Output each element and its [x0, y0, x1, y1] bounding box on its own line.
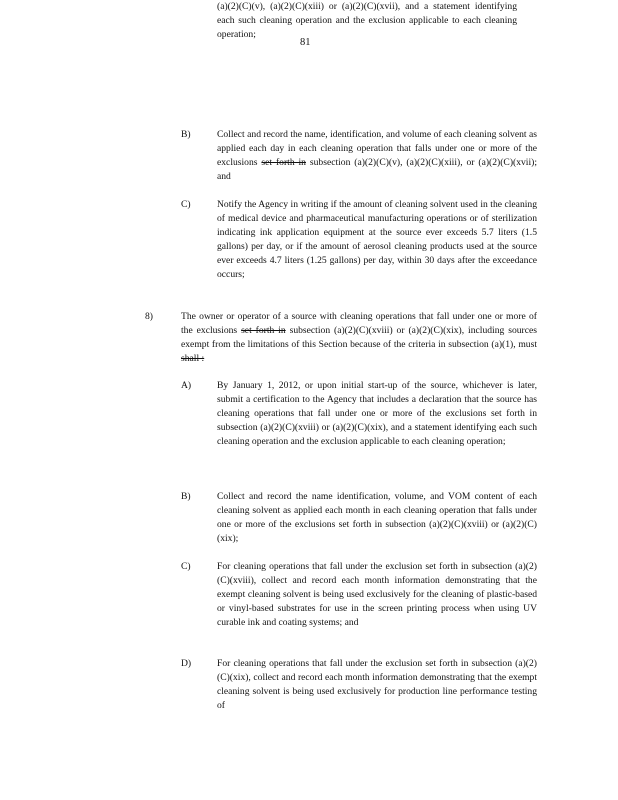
item-label: B) — [181, 491, 191, 502]
item-label: A) — [181, 380, 192, 391]
item-text: For cleaning operations that fall under the exclusion set forth in subsection (a)(2)(C)(xix), collect and record each month information demonstrating that the exempt cleaning solvent is being used exclusively for production line performance testing of — [217, 658, 537, 711]
struck-text: shall : — [181, 352, 205, 364]
item-text: The owner or operator of a source with cleaning operations that fall under one or more of the exclusions set forth in subsection (a)(2)(C)(xviii) or (a)(2)(C)(xix), including sources exempt from the limitations of this Section because of the criteria in subsection (a)(1), must shall : — [181, 311, 537, 364]
page-number: 81 — [300, 37, 311, 48]
item-label: C) — [181, 561, 191, 572]
item-text: Notify the Agency in writing if the amount of cleaning solvent used in the cleaning of medical device and pharmaceutical manufacturing operations or of sterilization indicating ink application equipment at the source ever exceeds 5.7 liters (1.5 gallons) per day, or if the amount of aerosol cleaning products used at the source ever exceeds 4.7 liters (1.25 gallons) per day, within 30 days after the exceedance occurs; — [217, 199, 537, 280]
item-text: Collect and record the name identification, volume, and VOM content of each cleaning solvent as applied each month in each cleaning operation that falls under one or more of the exclusions set forth in subsection (a)(2)(C)(xviii) or (a)(2)(C)(xix); — [217, 491, 537, 544]
item-label: B) — [181, 129, 191, 140]
continuation-paragraph: (a)(2)(C)(v), (a)(2)(C)(xiii) or (a)(2)(C)(xvii), and a statement identifying each such cleaning operation and the exclusion applicable to each cleaning operation; — [217, 1, 517, 40]
item-text: For cleaning operations that fall under the exclusion set forth in subsection (a)(2)(C)(xviii), collect and record each month information demonstrating that the exempt cleaning solvent is being used exclusively for the cleaning of plastic-based or vinyl-based substrates for use in the screen printing process when using UV curable ink and coating systems; and — [217, 561, 537, 628]
item-text: Collect and record the name, identification, and volume of each cleaning solvent as applied each day in each cleaning operation that falls under one or more of the exclusions set forth in subsection (a)(2)(C)(v), (a)(2)(C)(xiii), or (a)(2)(C)(xvii); and — [217, 129, 537, 182]
item-text: By January 1, 2012, or upon initial start-up of the source, whichever is later, submit a certification to the Agency that includes a declaration that the source has cleaning operations that fall under one or more of the exclusions set forth in subsection (a)(2)(C)(xviii) or (a)(2)(C)(xix), and a statement identifying each such cleaning operation and the exclusion applicable to each cleaning operation; — [217, 380, 537, 447]
struck-text: set forth in — [261, 156, 306, 168]
item-label: 8) — [145, 311, 153, 322]
struck-text: set forth in — [241, 324, 286, 336]
item-label: D) — [181, 658, 192, 669]
item-label: C) — [181, 199, 191, 210]
